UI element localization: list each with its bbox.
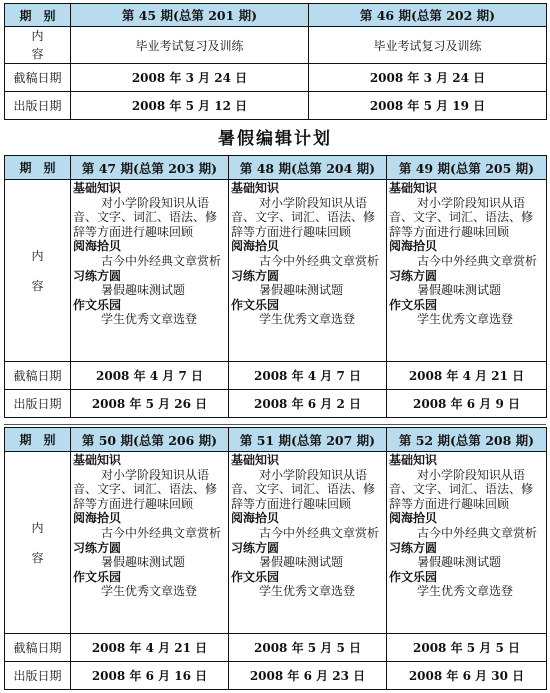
section-composition-desc: 学生优秀文章选登 [417,584,514,599]
content-label-top: 内 [31,520,44,535]
content-row [5,180,547,362]
section-practice-desc: 暑假趣味测试题 [259,555,344,570]
issue-52-header: 第 52 期(总第 208 期) [387,428,547,452]
section-composition-title: 作文乐园 [73,569,122,584]
issue-45-deadline: 2008 年 3 月 24 日 [71,64,309,92]
section-basic-title: 基础知识 [73,181,122,195]
content-label [5,180,71,362]
period-label: 期 别 [5,428,71,452]
issue-47-deadline: 2008 年 4 月 7 日 [71,362,229,390]
section-reading-title: 阅海拾贝 [231,239,280,254]
issue-50-content [71,452,229,634]
issue-52-content [387,452,547,634]
issue-50-deadline: 2008 年 4 月 21 日 [71,634,229,662]
period-label: 期 别 [5,4,71,27]
section-practice-title: 习练方圆 [231,540,280,555]
issue-52-publish: 2008 年 6 月 30 日 [387,662,547,690]
header-row [5,156,547,180]
issue-51-publish: 2008 年 6 月 23 日 [229,662,387,690]
section-reading-title: 阅海拾贝 [389,511,438,526]
issue-49-publish: 2008 年 6 月 9 日 [387,390,547,418]
section-composition-desc: 学生优秀文章选登 [259,312,356,327]
section-basic-desc: 对小学阶段知识从语音、文字、词汇、语法、修辞等方面进行趣味回顾 [231,467,376,511]
publish-row [5,390,547,418]
issue-45-content: 毕业考试复习及训练 [71,27,309,64]
content-label-bottom: 容 [31,47,44,61]
issue-52-deadline: 2008 年 5 月 5 日 [387,634,547,662]
section-composition-title: 作文乐园 [389,569,438,584]
issue-51-content [229,452,387,634]
deadline-label: 截稿日期 [5,64,71,92]
section-practice-title: 习练方圆 [389,268,438,283]
section-reading-desc: 古今中外经典文章赏析 [101,525,222,540]
section-reading-title: 阅海拾贝 [389,239,438,254]
section-reading-title: 阅海拾贝 [73,239,122,254]
issue-47-header: 第 47 期(总第 203 期) [71,156,229,180]
section-practice-title: 习练方圆 [73,268,122,283]
content-label-bottom: 容 [31,550,44,565]
section-practice-title: 习练方圆 [389,540,438,555]
issue-51-header: 第 51 期(总第 207 期) [229,428,387,452]
publish-row [5,662,547,690]
issue-47-publish: 2008 年 5 月 26 日 [71,390,229,418]
section-composition-desc: 学生优秀文章选登 [101,584,198,599]
issue-47-content [71,180,229,362]
section-basic-title: 基础知识 [73,453,122,467]
issue-49-header: 第 49 期(总第 205 期) [387,156,547,180]
content-label [5,27,71,64]
period-label: 期 别 [5,156,71,180]
deadline-label: 截稿日期 [5,634,71,662]
section-composition-desc: 学生优秀文章选登 [101,312,198,327]
section-reading-desc: 古今中外经典文章赏析 [259,525,380,540]
section-basic-desc: 对小学阶段知识从语音、文字、词汇、语法、修辞等方面进行趣味回顾 [231,195,376,239]
deadline-label: 截稿日期 [5,362,71,390]
section-composition-title: 作文乐园 [231,569,280,584]
issue-49-deadline: 2008 年 4 月 21 日 [387,362,547,390]
publish-label: 出版日期 [5,390,71,418]
issue-46-deadline: 2008 年 3 月 24 日 [309,64,547,92]
issue-50-publish: 2008 年 6 月 16 日 [71,662,229,690]
section-reading-title: 阅海拾贝 [231,511,280,526]
section-practice-desc: 暑假趣味测试题 [101,283,186,298]
content-row [5,27,547,64]
content-label [5,452,71,634]
section-basic-title: 基础知识 [389,181,438,195]
section-practice-desc: 暑假趣味测试题 [259,283,344,298]
issue-45-header: 第 45 期(总第 201 期) [71,4,309,27]
content-label-top: 内 [31,29,44,43]
header-row [5,428,547,452]
issue-46-header: 第 46 期(总第 202 期) [309,4,547,27]
section-practice-title: 习练方圆 [231,268,280,283]
issue-48-header: 第 48 期(总第 204 期) [229,156,387,180]
summer-plan-title: 暑假编辑计划 [218,129,332,149]
section-basic-title: 基础知识 [231,181,280,195]
content-label-bottom: 容 [31,278,44,293]
content-label-top: 内 [31,248,44,263]
summer-table-1 [4,155,547,418]
deadline-row [5,634,547,662]
section-reading-desc: 古今中外经典文章赏析 [101,253,222,268]
issue-48-content [229,180,387,362]
section-practice-title: 习练方圆 [73,540,122,555]
section-practice-desc: 暑假趣味测试题 [417,283,502,298]
issue-48-deadline: 2008 年 4 月 7 日 [229,362,387,390]
publish-label: 出版日期 [5,92,71,120]
section-composition-title: 作文乐园 [231,297,280,312]
deadline-row [5,64,547,92]
section-basic-desc: 对小学阶段知识从语音、文字、词汇、语法、修辞等方面进行趣味回顾 [389,467,534,511]
publish-label: 出版日期 [5,662,71,690]
issue-46-content: 毕业考试复习及训练 [309,27,547,64]
section-divider [4,424,546,425]
section-composition-title: 作文乐园 [73,297,122,312]
section-basic-title: 基础知识 [231,453,280,467]
section-composition-desc: 学生优秀文章选登 [417,312,514,327]
section-reading-desc: 古今中外经典文章赏析 [417,525,538,540]
section-reading-title: 阅海拾贝 [73,511,122,526]
issue-51-deadline: 2008 年 5 月 5 日 [229,634,387,662]
issue-50-header: 第 50 期(总第 206 期) [71,428,229,452]
section-basic-desc: 对小学阶段知识从语音、文字、词汇、语法、修辞等方面进行趣味回顾 [73,467,218,511]
top-schedule-table [4,3,547,120]
issue-46-publish: 2008 年 5 月 19 日 [309,92,547,120]
section-practice-desc: 暑假趣味测试题 [417,555,502,570]
publish-row [5,92,547,120]
section-reading-desc: 古今中外经典文章赏析 [417,253,538,268]
section-basic-desc: 对小学阶段知识从语音、文字、词汇、语法、修辞等方面进行趣味回顾 [73,195,218,239]
issue-45-publish: 2008 年 5 月 12 日 [71,92,309,120]
deadline-row [5,362,547,390]
summer-table-2 [4,427,547,690]
section-practice-desc: 暑假趣味测试题 [101,555,186,570]
section-basic-desc: 对小学阶段知识从语音、文字、词汇、语法、修辞等方面进行趣味回顾 [389,195,534,239]
content-row [5,452,547,634]
header-row [5,4,547,27]
section-composition-title: 作文乐园 [389,297,438,312]
section-basic-title: 基础知识 [389,453,438,467]
issue-48-publish: 2008 年 6 月 2 日 [229,390,387,418]
section-reading-desc: 古今中外经典文章赏析 [259,253,380,268]
section-composition-desc: 学生优秀文章选登 [259,584,356,599]
issue-49-content [387,180,547,362]
